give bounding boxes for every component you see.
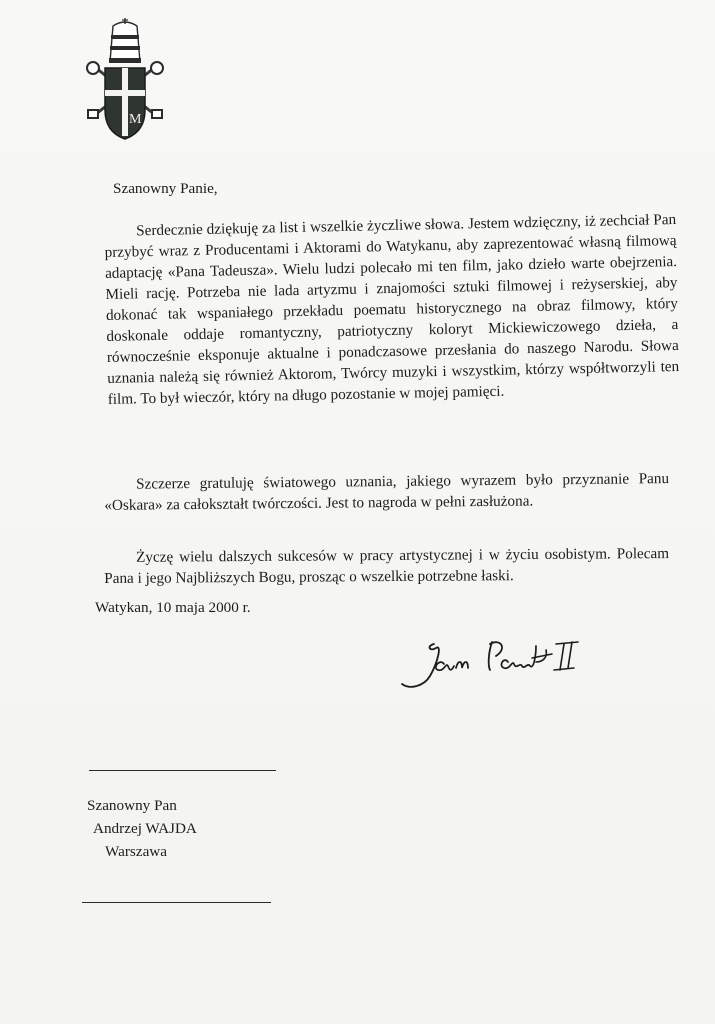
date-line: Watykan, 10 maja 2000 r.: [95, 599, 251, 616]
letter-paragraph-1: Serdecznie dziękuję za list i wszelkie życzliwe słowa. Jestem wdzięczny, iż zechciał Pan przybyć wraz z Producentami i Aktorami do Watykanu, aby zaprezentować własną filmową adaptację «Pana Tadeusza». Wielu ludzi polecało mi ten film, jako dzieło warte obejrzenia. Mieli rację. Potrzeba nie lada artyzmu i znajomości sztuki filmowej i reżyserskiej, aby dokonać tak wspaniałego przekładu poematu historycznego na obraz filmowy, który doskonale oddaje romantyczny, patriotyczny koloryt Mickiewiczowego dzieła, a równocześnie eksponuje aktualne i ponadczasowe przesłania do naszego Narodu. Słowa uznania należą się również Aktorom, Twórcy muzyki i wszystkim, którzy współtworzyli ten film. To był wieczór, który na długo pozostanie w mojej pamięci.: [104, 211, 680, 408]
letter-paragraph-2: Szczerze gratuluję światowego uznania, jakiego wyrazem było przyznanie Panu «Oskara» za całokształt twórczości. Jest to nagroda w pełni zasłużona.: [104, 470, 670, 514]
divider-line: [82, 902, 271, 903]
recipient-line-1: Szanowny Pan: [87, 797, 177, 814]
salutation: Szanowny Panie,: [113, 180, 218, 197]
divider-line: [89, 770, 276, 771]
letter-paragraph-3: Życzę wielu dalszych sukcesów w pracy artystycznej i w życiu osobistym. Polecam Pana i jego Najbliższych Bogu, prosząc o wszelkie potrzebne łaski.: [104, 545, 670, 587]
svg-text:M: M: [129, 112, 142, 127]
recipient-name: Andrzej WAJDA: [93, 820, 197, 837]
recipient-address: [87, 794, 197, 863]
handwritten-signature: [396, 632, 616, 694]
papal-coat-of-arms-icon: [80, 18, 170, 140]
recipient-city: Warszawa: [105, 843, 168, 860]
